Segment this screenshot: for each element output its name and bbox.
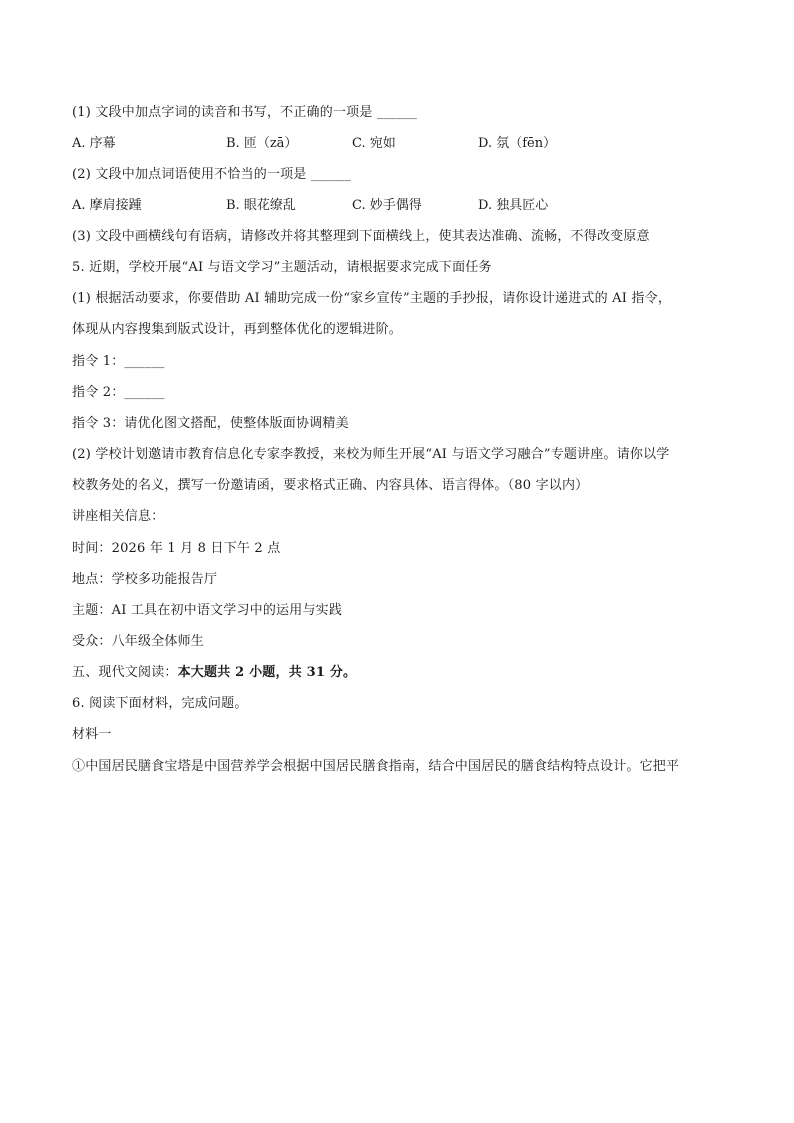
question-1-option-d: D. 氛（fēn） [478,136,557,151]
lecture-audience: 受众：八年级全体师生 [72,634,205,649]
question-5-sub1-line1: (1) 根据活动要求，你要借助 AI 辅助完成一份“家乡宣传”主题的手抄报，请你设计递进式的 AI 指令， [72,291,672,306]
question-2-option-d: D. 独具匠心 [478,198,549,213]
question-2-stem: (2) 文段中加点词语使用不恰当的一项是 ______ [72,167,352,182]
section-5-heading [72,664,356,682]
question-5-sub2-line1: (2) 学校计划邀请市教育信息化专家李教授，来校为师生开展“AI 与语文学习融合”专题讲座。请你以学 [72,447,670,462]
question-2-option-b: B. 眼花缭乱 [226,198,296,213]
question-1-option-b: B. 匝（zā） [226,136,298,151]
material-1-paragraph-1: ①中国居民膳食宝塔是中国营养学会根据中国居民膳食指南，结合中国居民的膳食结构特点设计。它把平 [72,759,680,774]
question-5-sub1-line2: 体现从内容搜集到版式设计，再到整体优化的逻辑进阶。 [72,322,403,337]
section-5-details: 本大题共 2 小题，共 31 分。 [177,665,357,680]
question-6-stem: 6. 阅读下面材料，完成问题。 [72,696,248,711]
question-3-stem: (3) 文段中画横线句有语病，请修改并将其整理到下面横线上，使其表达准确、流畅，不得改变原意 [72,229,650,244]
question-1-stem: (1) 文段中加点字词的读音和书写，不正确的一项是 ______ [72,105,418,120]
question-2-option-a: A. 摩肩接踵 [72,198,142,213]
question-5-stem: 5. 近期，学校开展“AI 与语文学习”主题活动，请根据要求完成下面任务 [72,260,492,275]
question-1-option-c: C. 宛如 [352,136,396,151]
section-5-prefix: 五、现代文阅读： [72,665,178,680]
lecture-place: 地点：学校多功能报告厅 [72,572,218,587]
question-2-option-c: C. 妙手偶得 [352,198,422,213]
instruction-1: 指令 1：______ [72,354,165,369]
question-5-sub2-line2: 校教务处的名义，撰写一份邀请函，要求格式正确、内容具体、语言得体。（80 字以内） [72,478,589,493]
instruction-2: 指令 2：______ [72,385,165,400]
question-1-option-a: A. 序幕 [72,136,116,151]
instruction-3: 指令 3：请优化图文搭配，使整体版面协调精美 [72,416,349,431]
lecture-topic: 主题：AI 工具在初中语文学习中的运用与实践 [72,603,343,618]
material-1-label: 材料一 [72,727,112,742]
lecture-info-title: 讲座相关信息： [72,509,165,524]
lecture-time: 时间：2026 年 1 月 8 日下午 2 点 [72,541,281,556]
